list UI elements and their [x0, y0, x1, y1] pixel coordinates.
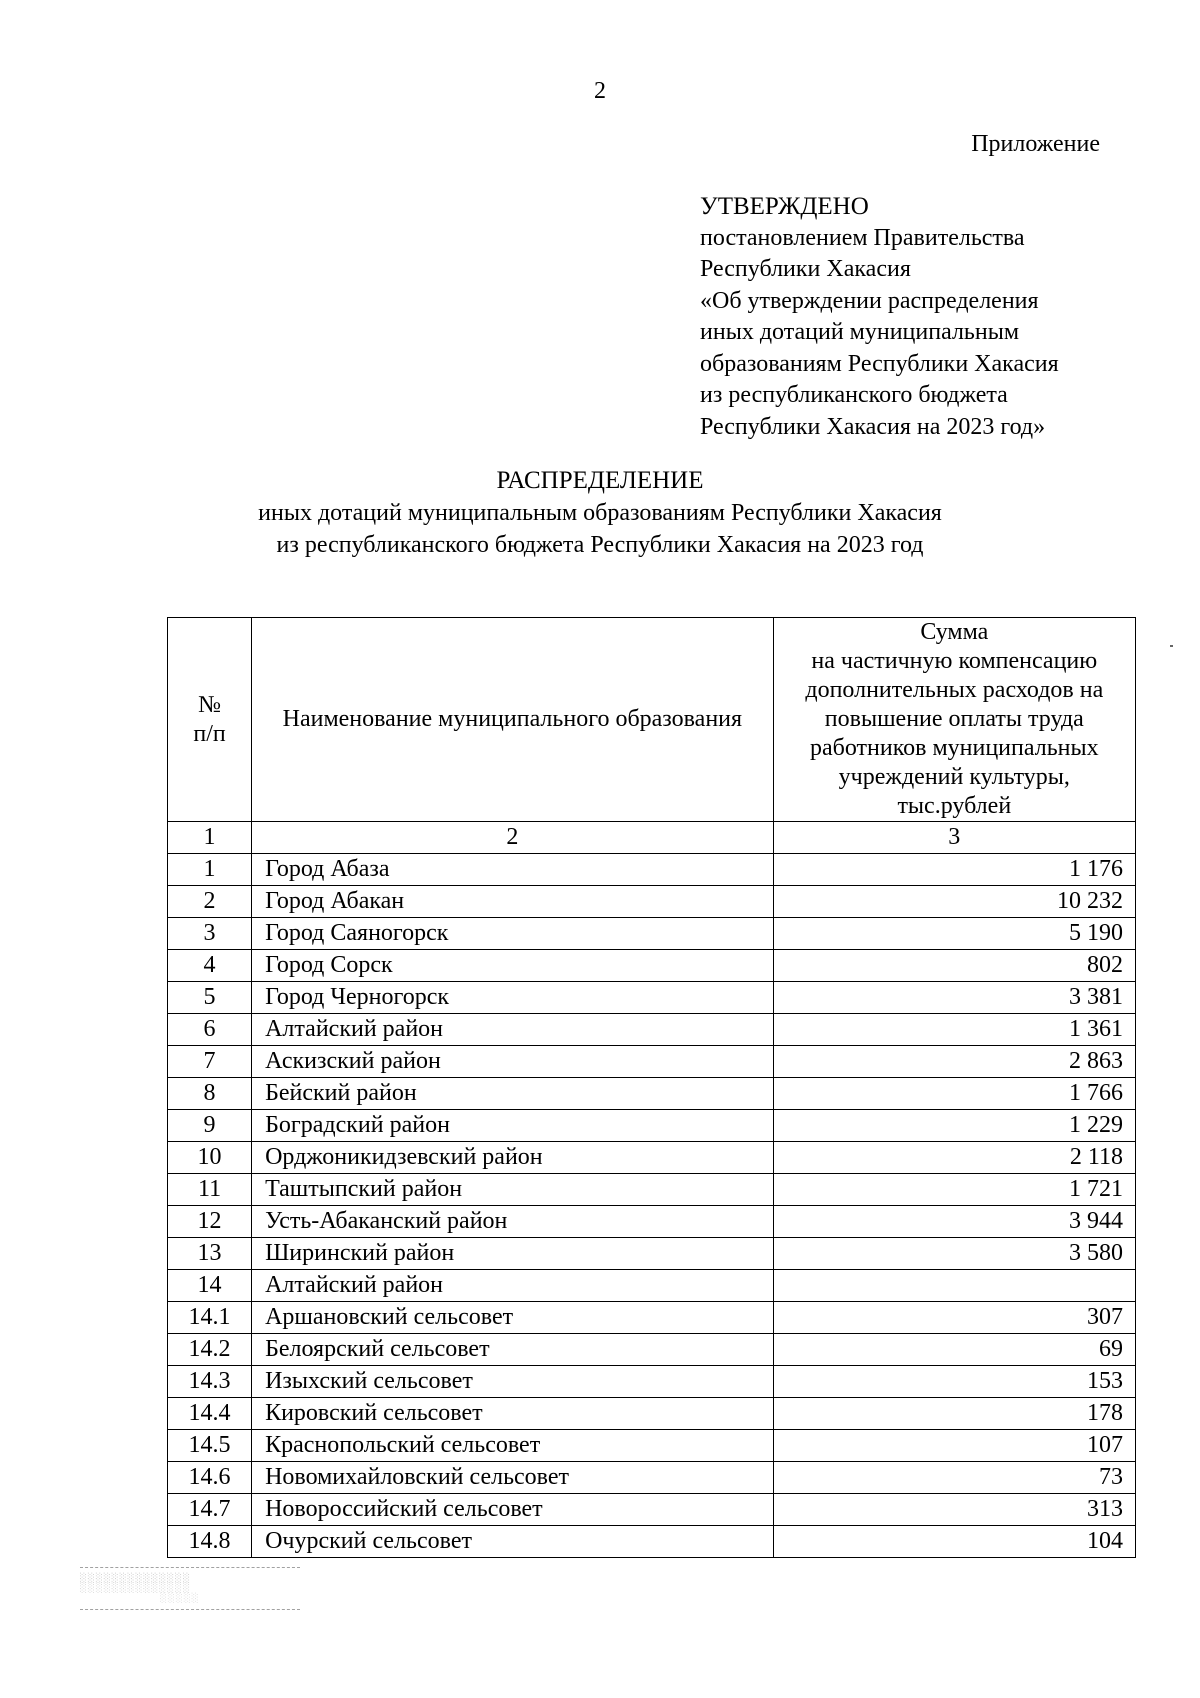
row-sum: 1 766	[773, 1078, 1135, 1110]
table-header-row	[168, 618, 1136, 822]
row-name: Алтайский район	[252, 1270, 774, 1302]
table-row	[168, 1174, 1136, 1206]
table-row	[168, 1206, 1136, 1238]
row-sum: 3 580	[773, 1238, 1135, 1270]
table-body	[168, 854, 1136, 1558]
row-name: Город Абаза	[252, 854, 774, 886]
row-number: 6	[168, 1014, 252, 1046]
header-number-line: п/п	[193, 720, 226, 747]
row-sum: 2 118	[773, 1142, 1135, 1174]
row-sum: 1 176	[773, 854, 1135, 886]
table-row	[168, 982, 1136, 1014]
row-sum: 104	[773, 1526, 1135, 1558]
row-name: Изыхский сельсовет	[252, 1366, 774, 1398]
appendix-label: Приложение	[971, 131, 1100, 157]
document-title	[0, 465, 1200, 561]
row-sum: 178	[773, 1398, 1135, 1430]
row-number: 2	[168, 886, 252, 918]
row-number: 14.6	[168, 1462, 252, 1494]
row-name: Город Сорск	[252, 950, 774, 982]
document-title-main: РАСПРЕДЕЛЕНИЕ	[496, 467, 704, 494]
row-sum: 73	[773, 1462, 1135, 1494]
table-row	[168, 1398, 1136, 1430]
row-number: 14.1	[168, 1302, 252, 1334]
row-number: 3	[168, 918, 252, 950]
approval-line: Республики Хакасия на 2023 год»	[700, 413, 1046, 440]
header-sum-line: повышение оплаты труда	[824, 706, 1084, 732]
table-row	[168, 1014, 1136, 1046]
row-name: Ширинский район	[252, 1238, 774, 1270]
header-number	[168, 618, 252, 822]
row-sum: 153	[773, 1366, 1135, 1398]
row-sum	[773, 1270, 1135, 1302]
approval-line: Республики Хакасия	[700, 256, 911, 282]
row-number: 8	[168, 1078, 252, 1110]
header-sum-line: тыс.рублей	[897, 793, 1012, 819]
table-row	[168, 886, 1136, 918]
approval-line: образованиям Республики Хакасия	[700, 350, 1059, 377]
row-name: Усть-Абаканский район	[252, 1206, 774, 1238]
row-number: 5	[168, 982, 252, 1014]
row-name: Очурский сельсовет	[252, 1526, 774, 1558]
row-name: Бейский район	[252, 1078, 774, 1110]
row-sum: 3 944	[773, 1206, 1135, 1238]
row-name: Аскизский район	[252, 1046, 774, 1078]
row-name: Орджоникидзевский район	[252, 1142, 774, 1174]
approval-line: «Об утверждении распределения	[700, 287, 1039, 314]
row-name: Город Абакан	[252, 886, 774, 918]
row-sum: 307	[773, 1302, 1135, 1334]
row-name: Новороссийский сельсовет	[252, 1494, 774, 1526]
row-number: 13	[168, 1238, 252, 1270]
row-name: Краснопольский сельсовет	[252, 1430, 774, 1462]
approval-line: иных дотаций муниципальным	[700, 319, 1020, 345]
row-sum: 69	[773, 1334, 1135, 1366]
table-row	[168, 1078, 1136, 1110]
table-row	[168, 1302, 1136, 1334]
distribution-table	[167, 617, 1136, 1558]
document-title-line: из республиканского бюджета Республики Хакасия на 2023 год	[276, 532, 924, 558]
row-name: Город Саяногорск	[252, 918, 774, 950]
table-row	[168, 1494, 1136, 1526]
header-sum-line: работников муниципальных	[809, 735, 1099, 761]
row-number: 9	[168, 1110, 252, 1142]
header-sum-line: Сумма	[920, 619, 989, 645]
document-title-line: иных дотаций муниципальным образованиям Республики Хакасия	[258, 500, 942, 526]
row-name: Боградский район	[252, 1110, 774, 1142]
approval-block	[700, 191, 1059, 443]
row-sum: 802	[773, 950, 1135, 982]
row-number: 11	[168, 1174, 252, 1206]
table-row	[168, 1430, 1136, 1462]
registration-stamp: ░░░░░░░░░░░░░░ ░░░░░░░░░░░░░░ ░░░░░	[80, 1562, 300, 1642]
row-name: Таштыпский район	[252, 1174, 774, 1206]
row-name: Алтайский район	[252, 1014, 774, 1046]
header-sum-line: дополнительных расходов на	[805, 677, 1104, 703]
header-number-line: №	[198, 691, 221, 718]
table-row	[168, 854, 1136, 886]
row-name: Аршановский сельсовет	[252, 1302, 774, 1334]
row-name: Новомихайловский сельсовет	[252, 1462, 774, 1494]
header-name: Наименование муниципального образования	[252, 618, 774, 822]
row-number: 14.3	[168, 1366, 252, 1398]
row-sum: 1 721	[773, 1174, 1135, 1206]
row-number: 7	[168, 1046, 252, 1078]
row-number: 14.4	[168, 1398, 252, 1430]
header-sum	[773, 618, 1135, 822]
header-sum-line: на частичную компенсацию	[811, 648, 1098, 674]
table-row	[168, 918, 1136, 950]
column-index-row	[168, 822, 1136, 854]
row-sum: 2 863	[773, 1046, 1135, 1078]
approval-line: постановлением Правительства	[700, 224, 1025, 251]
table-row	[168, 1270, 1136, 1302]
row-sum: 5 190	[773, 918, 1135, 950]
column-index: 3	[773, 822, 1135, 854]
row-name: Город Черногорск	[252, 982, 774, 1014]
row-sum: 107	[773, 1430, 1135, 1462]
row-number: 12	[168, 1206, 252, 1238]
table-row	[168, 1462, 1136, 1494]
table-row	[168, 1526, 1136, 1558]
scan-speck	[1170, 645, 1173, 647]
table-row	[168, 1046, 1136, 1078]
table-row	[168, 1110, 1136, 1142]
row-number: 14	[168, 1270, 252, 1302]
row-sum: 1 229	[773, 1110, 1135, 1142]
row-number: 14.5	[168, 1430, 252, 1462]
row-sum: 1 361	[773, 1014, 1135, 1046]
table-row	[168, 1366, 1136, 1398]
row-name: Кировский сельсовет	[252, 1398, 774, 1430]
row-sum: 3 381	[773, 982, 1135, 1014]
column-index: 1	[168, 822, 252, 854]
page-number: 2	[594, 78, 606, 104]
column-index: 2	[252, 822, 774, 854]
row-number: 1	[168, 854, 252, 886]
table-row	[168, 1142, 1136, 1174]
table-row	[168, 950, 1136, 982]
table-row	[168, 1238, 1136, 1270]
row-sum: 313	[773, 1494, 1135, 1526]
table-row	[168, 1334, 1136, 1366]
approval-line: из республиканского бюджета	[700, 382, 1008, 408]
row-number: 14.2	[168, 1334, 252, 1366]
header-sum-line: учреждений культуры,	[838, 764, 1070, 790]
row-number: 14.7	[168, 1494, 252, 1526]
row-number: 4	[168, 950, 252, 982]
row-name: Белоярский сельсовет	[252, 1334, 774, 1366]
row-number: 14.8	[168, 1526, 252, 1558]
row-sum: 10 232	[773, 886, 1135, 918]
row-number: 10	[168, 1142, 252, 1174]
approval-heading: УТВЕРЖДЕНО	[700, 193, 869, 220]
